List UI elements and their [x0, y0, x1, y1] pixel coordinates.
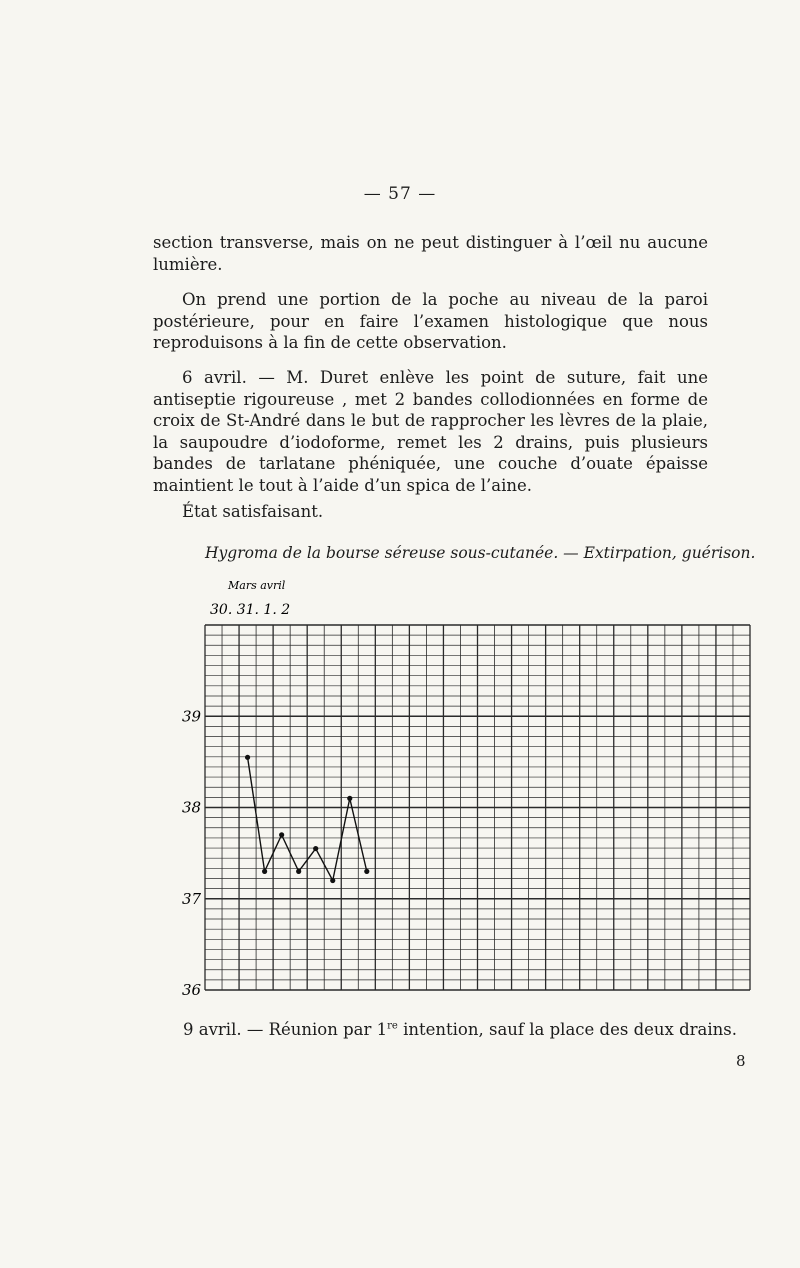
footer-text-before: 9 avril. — Réunion par 1	[183, 1020, 388, 1039]
signature-mark: 8	[736, 1052, 746, 1070]
footer-sup: re	[387, 1020, 398, 1032]
temperature-chart-svg	[140, 565, 760, 995]
footer-line	[183, 1020, 743, 1039]
temperature-point	[347, 796, 352, 801]
chart-grid	[205, 625, 750, 990]
paragraph-1: section transverse, mais on ne peut distinguer à l’œil nu aucune lumière.	[153, 233, 708, 274]
temperature-point	[330, 878, 335, 883]
temperature-point	[313, 846, 318, 851]
temperature-point	[296, 869, 301, 874]
y-tick-label: 37	[182, 889, 202, 908]
temperature-point	[262, 869, 267, 874]
footer-text-after: intention, sauf la place des deux drains.	[397, 1020, 737, 1039]
y-tick-labels	[182, 707, 202, 995]
temperature-point	[245, 755, 250, 760]
figure-caption: Hygroma de la bourse séreuse sous-cutanée. — Extirpation, guérison.	[205, 544, 756, 562]
temperature-point	[364, 869, 369, 874]
temperature-chart	[140, 565, 760, 999]
y-tick-label: 38	[182, 798, 202, 817]
paragraph-3: 6 avril. — M. Duret enlève les point de suture, fait une antiseptie rigoureuse , met 2 bandes collodionnées en forme de croix de St-André dans le but de rapprocher les lèvres de la plaie, la saupoudre d’iodoforme, remet les 2 drains, puis plusieurs bandes de tarlatane phéniquée, une couche d’ouate épaisse maintient le tout à l’aide d’un spica de l’aine.	[153, 368, 708, 495]
paragraph-2: On prend une portion de la poche au niveau de la paroi postérieure, pour en faire l’examen histologique que nous reproduisons à la fin de cette observation.	[153, 290, 708, 352]
y-tick-label: 36	[182, 981, 202, 995]
handwritten-header-days: 30. 31. 1. 2	[210, 602, 291, 618]
y-tick-label: 39	[182, 707, 202, 726]
paragraph-4: État satisfaisant.	[182, 502, 324, 521]
page-number: — 57 —	[363, 184, 437, 204]
handwritten-header-top: Mars avril	[228, 579, 286, 592]
temperature-point	[279, 832, 284, 837]
